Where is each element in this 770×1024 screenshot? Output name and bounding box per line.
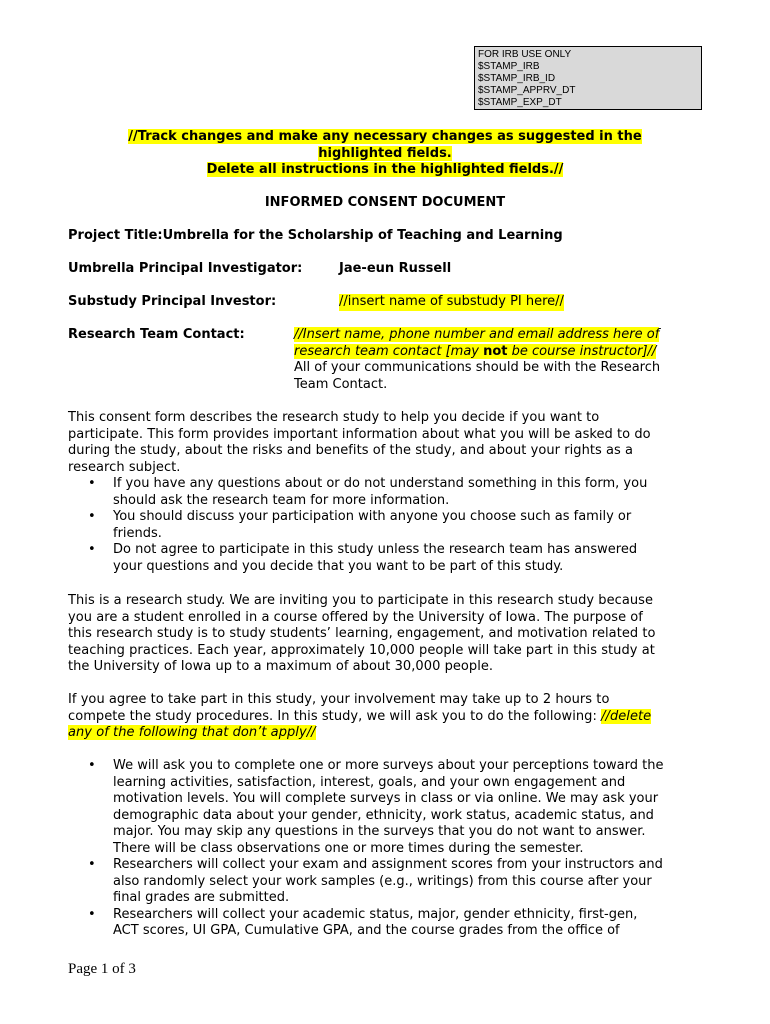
paragraph-line: participate. This form provides important information about what you will be asked to do	[68, 426, 651, 442]
bullet-icon: •	[88, 542, 96, 557]
intro-paragraph	[68, 410, 702, 476]
instruction-line: highlighted fields.	[318, 145, 452, 161]
instruction-line: //Track changes and make any necessary changes as suggested in the	[128, 129, 642, 144]
list-item-line: You should discuss your participation with anyone you choose such as family or	[113, 509, 632, 524]
instruction-line: Delete all instructions in the highlighted fields.//	[206, 162, 564, 177]
stamp-line: $STAMP_IRB	[478, 61, 540, 72]
project-title-row	[68, 228, 702, 245]
list-item-line: should ask the research team for more information.	[113, 492, 450, 508]
paragraph-line: you are a student enrolled in a course offered by the University of Iowa. The purpose of	[68, 609, 643, 625]
list-item-line: learning activities, satisfaction, interest, goals, and your own engagement and	[113, 774, 626, 790]
project-title-label: Project Title:	[68, 228, 163, 243]
paragraph-line: teaching practices. Each year, approximately 10,000 people will take part in this study at	[68, 642, 655, 658]
list-item	[68, 509, 702, 542]
team-contact-label: Research Team Contact:	[68, 327, 245, 342]
substudy-pi-value: //insert name of substudy PI here//	[339, 294, 564, 309]
list-item-line: motivation levels. You will complete surveys in class or via online. We may ask your	[113, 791, 659, 806]
list-item-line: There will be class observations one or more times during the semester.	[113, 840, 584, 856]
paragraph-line: If you agree to take part in this study, your involvement may take up to 2 hours to	[68, 692, 610, 707]
team-contact-instruction: be course instructor]//	[507, 343, 657, 359]
stamp-line: $STAMP_EXP_DT	[478, 97, 562, 108]
list-item-line: your questions and you decide that you want to be part of this study.	[113, 558, 564, 574]
team-contact-note: All of your communications should be with the Research	[294, 360, 661, 375]
paragraph-line: this research study is to study students’ learning, engagement, and motivation related to	[68, 626, 656, 641]
list-item-line: also randomly select your work samples (e.g., writings) from this course after your	[113, 873, 652, 889]
bullet-icon: •	[88, 476, 96, 491]
list-item	[68, 542, 702, 575]
bullet-icon: •	[88, 857, 96, 872]
project-title-value: Umbrella for the Scholarship of Teaching and Learning	[162, 228, 563, 243]
list-item-line: We will ask you to complete one or more surveys about your perceptions toward the	[113, 758, 664, 773]
list-item	[68, 758, 702, 857]
list-item-line: demographic data about your gender, ethnicity, work status, academic status, and	[113, 807, 654, 823]
team-contact-row	[68, 327, 702, 397]
instructions-block	[68, 129, 702, 179]
team-contact-instruction-emphasis: not	[483, 343, 508, 359]
document-title: INFORMED CONSENT DOCUMENT	[264, 195, 506, 210]
bullet-icon: •	[88, 906, 96, 922]
paragraph-line: the University of Iowa up to a maximum of about 30,000 people.	[68, 659, 494, 674]
paragraph-line: research subject.	[68, 459, 181, 475]
page-number: Page 1 of 3	[68, 961, 136, 977]
paragraph-line: during the study, about the risks and benefits of the study, and about your rights as a	[68, 443, 634, 458]
team-contact-value	[294, 327, 704, 393]
involvement-instruction: //delete	[601, 708, 652, 724]
list-item-line: Researchers will collect your academic status, major, gender ethnicity, first-gen,	[113, 906, 638, 922]
paragraph-line: This consent form describes the research study to help you decide if you want to	[68, 410, 600, 425]
involvement-instruction: any of the following that don’t apply//	[68, 725, 316, 740]
list-item-line: If you have any questions about or do not understand something in this form, you	[113, 476, 648, 491]
list-item-line: major. You may skip any questions in the surveys that you do not want to answer.	[113, 824, 646, 839]
intro-bullet-list	[68, 476, 702, 575]
stamp-line: $STAMP_APPRV_DT	[478, 85, 576, 96]
study-paragraph	[68, 593, 702, 676]
team-contact-instruction: research team contact [may	[294, 343, 484, 359]
stamp-line: FOR IRB USE ONLY	[478, 49, 572, 60]
list-item-line: ACT scores, UI GPA, Cumulative GPA, and the course grades from the office of	[113, 923, 620, 938]
team-contact-instruction: //Insert name, phone number and email address here of	[294, 327, 660, 342]
umbrella-pi-value: Jae-eun Russell	[339, 261, 452, 276]
team-contact-note: Team Contact.	[294, 376, 388, 392]
list-item-line: final grades are submitted.	[113, 890, 290, 905]
paragraph-text: compete the study procedures. In this study, we will ask you to do the following:	[68, 708, 602, 724]
paragraph-line: This is a research study. We are inviting you to participate in this research study because	[68, 593, 654, 608]
substudy-pi-label: Substudy Principal Investor:	[68, 294, 277, 309]
list-item-line: friends.	[113, 525, 162, 541]
list-item	[68, 857, 702, 907]
bullet-icon: •	[88, 758, 96, 773]
irb-stamp-box	[474, 46, 702, 110]
list-item	[68, 907, 702, 940]
list-item	[68, 476, 702, 509]
stamp-line: $STAMP_IRB_ID	[478, 73, 556, 84]
bullet-icon: •	[88, 509, 96, 524]
umbrella-pi-row	[68, 261, 702, 278]
procedure-bullet-list	[68, 758, 702, 940]
umbrella-pi-label: Umbrella Principal Investigator:	[68, 261, 303, 276]
list-item-line: Researchers will collect your exam and assignment scores from your instructors and	[113, 857, 663, 872]
involvement-paragraph	[68, 692, 702, 742]
substudy-pi-row	[68, 294, 702, 311]
list-item-line: Do not agree to participate in this study unless the research team has answered	[113, 542, 638, 557]
